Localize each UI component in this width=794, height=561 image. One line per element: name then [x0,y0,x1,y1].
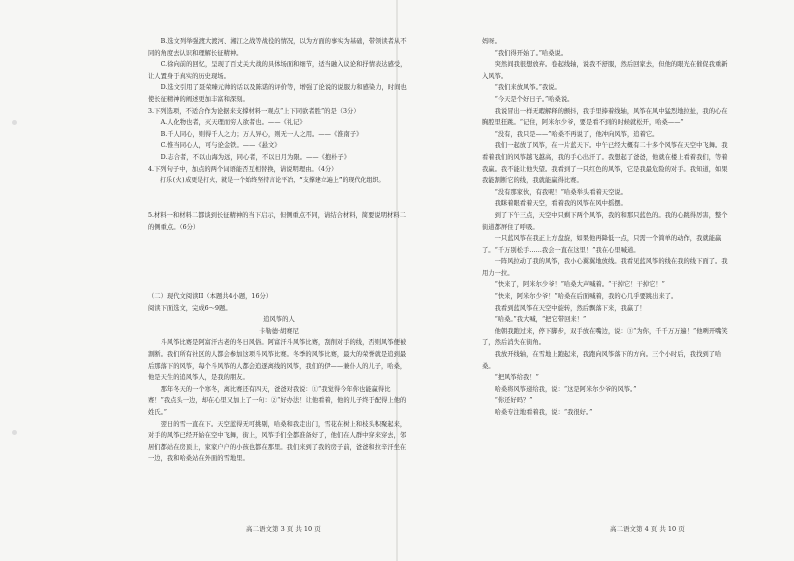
article-paragraph: “快来，阿米尔少爷！”哈桑在后面喊着，我的心几乎要跳出来了。 [494,293,678,301]
article-paragraph: “把风筝给我！” [494,374,539,382]
right-page [482,36,732,419]
article-paragraph: 哈桑将风筝递给我，说：“这是阿米尔少爷的风筝。” [494,385,637,393]
question-4: 4.下列句子中，加点的两个词语能否互相替换，请说明理由。（4分） [148,165,338,173]
binding-hole [12,120,17,125]
article-paragraph: 我说冒出一样无暇解释的颤抖，我手里捧着线轴，风筝在风中猛烈地拉扯，我的心在胸腔里狂跳。“记住，阿米尔少爷，要是看不到的时候就松开，哈桑——” [482,107,728,127]
article-author: 卡勒德·胡赛尼 [259,327,299,335]
page-footer-right: 高二语文第 4 页 共 10 页 [610,525,685,533]
article-paragraph: 哈桑专注地看着我，说：“我很好。” [494,409,593,416]
option-b: B.选文列举强渡大渡河、湘江之战等战役的情况，以为方面的事实为基础，带领读者从不同的角度去认识和理解长征精神。 [148,38,407,57]
article-paragraph: 突然间我很想放弃。卷起线轴，说我不舒服，然后回家去，但他的眼光在催促我重新入风筝。 [482,61,728,80]
article-title: 追风筝的人 [263,316,295,324]
handwritten-answer: 打乐(火)成更是打火，就是一个始终坚持言论平冶，“支撑建立遍上”的现代化组织。 [160,177,385,185]
question-3: 3.下列选项，不适合作为论据来支撑材料一观点“上下同欲者胜”的是（3分） [148,107,360,115]
question-5: 5.材料一和材料二都谈到长征精神的当下启示，但侧重点不同，请结合材料，简要说明材料二的侧重点。（6分） [148,211,406,231]
article-paragraph: 我看到蓝风筝在天空中旋转，然后飘落下来，我赢了！ [494,304,646,312]
article-paragraph: 我放开线轴，在雪地上跑起来，我跑向风筝落下的方向。三个小时后，我找到了哈桑。 [482,351,722,370]
article-paragraph: 妈呀。 [482,38,501,45]
article-paragraph: 我眯着眼看着天空，看着我的风筝在风中摇摆。 [494,200,627,208]
section-title: （二）现代文阅读II（本题共4小题，16分） [148,293,273,301]
article-paragraph: 一阵风拉动了我的风筝，我小心翼翼地放线。我看见蓝风筝的线在我的线下面了。我用力一拉。 [482,258,728,277]
article-paragraph: 翌日的雪一直在下。天空蓝得无可挑剔，哈桑和我走出门，雪花在树上和枝头积聚起来，对手的风筝已经开始在空中飞舞，街上，风筝手们全都准备好了，他们在人群中穿来穿去，邻居们都站在房顶上，家家户户的小孩也都在那里。我们来到了我的房子前，爸爸和拉辛汗坐在一边，我和哈桑站在外面的雪地里。 [148,420,407,463]
article-paragraph: “今天是个好日子。”哈桑说。 [494,95,574,103]
article-paragraph: “没有，我只是——”哈桑不再说了，他冲向风筝，追着它。 [494,130,659,138]
article-paragraph: 斗风筝比赛是阿富汗古老的冬日风俗。阿富汗斗风筝比赛，刮削对手的线，否则风筝便被割断。我们所有社区的人都会参加这项斗风筝比赛。冬季的风筝比赛，最大的荣誉就是追到最后那落下的风筝，每个斗风筝的人都会追逐离线的风筝，我们的伊——兼仆人的儿子，哈桑，他是天生的追风筝人，是我的朋友。 [148,339,407,382]
option-c: C.徐向前的回忆，呈现了百丈关大战的具体场面和细节，适当融入议论和抒情表达感受，让人置身于真实的历史现场。 [148,61,407,80]
article-paragraph: 到了下午三点，天空中只剩下两个风筝，我的和那只蓝色的。我的心跳得厉害，整个街道都屏住了呼吸。 [482,211,728,231]
article-paragraph: 我们一起放了风筝，在一片蓝天下。中午已经大概有二十多个风筝在天空中飞舞。我看着我们的风筝越飞越高，我的手心出汗了。我想起了爸爸，他就在楼上看着我们，等着我赢。我不能让他失望。我看到了一只红色的风筝，它是我最危险的对手。我知道，如果我能割断它的线，我就能赢得比赛。 [482,142,728,185]
q3-option-a: A.人化物也者，灭天理而穷人欲者也。——《礼记》 [160,119,306,127]
reading-instruction: 阅读下面选文，完成6～9题。 [148,304,232,312]
q3-option-b: B.千人同心，则得千人之力；万人异心，则无一人之用。——《淮南子》 [160,130,363,138]
article-paragraph: “我们来放风筝。”我说。 [494,84,561,92]
article-paragraph: “没有那家伙，有我呢！”哈桑举头看着天空说。 [494,188,627,196]
page-footer-left: 高二语文第 3 页 共 10 页 [246,525,321,533]
article-paragraph: 他朝我跑过来，停下脚步，双手放在嘴边，说：③“为你，千千万万遍！”他咧开嘴笑了，然后消失在街角。 [482,327,728,347]
q3-option-c: C.惟当同心人，可与论金铁。——《悬文》 [160,142,281,150]
article-paragraph: “你还好吗？” [494,397,533,405]
article-paragraph: “我们得开始了。”哈桑说。 [494,49,568,57]
q3-option-d: D.志合者，不以山海为远，同心者，不以日月为限。——《抱朴子》 [160,153,351,161]
article-paragraph: “哈桑。”我大喊，“把它带回来！” [494,316,587,324]
option-d: D.选文引用了聂荣臻元帅的话以及陈诺的评价等，增强了论说的说服力和感染力，时间也使长征精神的阐述更加丰富和深刻。 [148,84,407,103]
article-paragraph: 一只蓝风筝在我正上方盘旋，如果他再降低一点，只需一个简单的动作，我就能赢了。“千万别松手……我会一直在这里！”我在心里喊道。 [482,235,722,254]
article-paragraph: “快来了，阿米尔少爷！”哈桑大声喊着。“干掉它！干掉它！” [494,281,665,289]
binding-hole [12,430,17,435]
left-page [148,36,410,465]
article-paragraph: 那年冬天的一个寒冬，离比赛还有四天，爸爸对我说：①“我觉得今年你也能赢得比赛！”我点头一边，却在心里又加上了一句：②“好办法！让他看着，他的儿子终于配得上他的姓氏。” [148,385,407,416]
